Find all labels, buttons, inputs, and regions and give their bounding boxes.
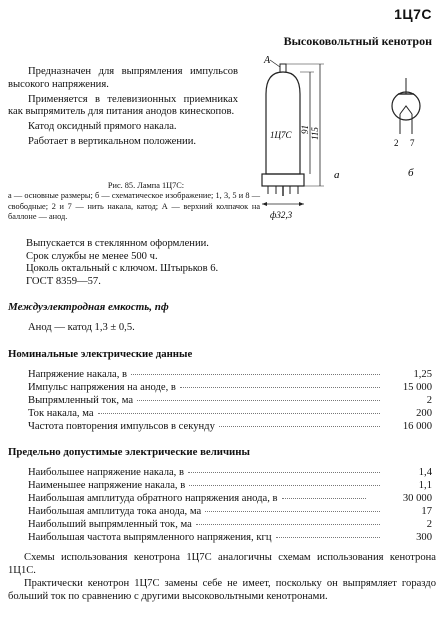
row-label: Наибольшее напряжение накала, в: [28, 467, 184, 478]
table-row: [28, 395, 432, 408]
spec-line: ГОСТ 8359—57.: [26, 275, 101, 287]
spec-line: Выпускается в стеклянном оформлении.: [26, 238, 209, 249]
tube-code: 1Ц7С: [394, 6, 432, 22]
row-value: 2: [426, 395, 432, 406]
table-row: [28, 493, 432, 506]
row-value: 2: [426, 519, 432, 530]
row-label: Наибольший выпрямленный ток, ма: [28, 519, 192, 530]
table-row: [28, 467, 432, 480]
row-value: 16 000: [402, 421, 432, 432]
table-row: [28, 408, 432, 421]
tube-bulb: [266, 72, 300, 174]
figure-label-b: б: [408, 167, 414, 179]
row-value: 1,4: [418, 467, 432, 478]
table-row: [28, 382, 432, 395]
limits-title: Предельно допустимые электрические величины: [8, 446, 250, 458]
anode-cap: [280, 64, 286, 72]
row-label: Ток накала, ма: [28, 408, 94, 419]
height-label-2: 115: [310, 127, 320, 140]
intro-paragraph: Предназначен для выпрямления импульсов высокого напряжения.: [8, 66, 238, 90]
dot-leader: [98, 413, 380, 414]
table-row: [28, 369, 432, 382]
row-label: Импульс напряжения на аноде, в: [28, 382, 176, 393]
row-label: Наименьшее напряжение накала, в: [28, 480, 186, 491]
intro-paragraph: Применяется в телевизионных приемниках как выпрямитель для питания анодов кинескопов.: [8, 93, 238, 118]
anode-cathode-capacitance: Анод — катод 1,3 ± 0,5.: [28, 322, 135, 333]
page-title: Высоковольтный кенотрон: [283, 34, 432, 48]
intro-paragraph: Катод оксидный прямого накала.: [28, 121, 177, 133]
table-row: [28, 532, 432, 545]
intro-text: [8, 66, 238, 151]
table-row: [28, 519, 432, 532]
dot-leader: [189, 485, 380, 486]
note-paragraph: Схемы использования кенотрона 1Ц7С аналогичны схемам использования кенотрона 1Ц1С.: [8, 552, 436, 576]
dot-leader: [180, 387, 380, 388]
row-label: Наибольшая амплитуда обратного напряжения анода, в: [28, 493, 278, 504]
height-label-1: 91: [300, 125, 310, 134]
table-row: [28, 421, 432, 434]
diameter-label: ф32,3: [270, 210, 293, 220]
caption-text: а — основные размеры; б — схематическое изображение; 1, 3, 5 и 8 — свободные; 2 и 7 — нить накала, катод; А — верхний колпачок на баллоне — анод.: [8, 191, 260, 222]
table-row: [28, 480, 432, 493]
tube-base: [262, 174, 304, 186]
row-value: 1,1: [418, 480, 432, 491]
dot-leader: [282, 498, 366, 499]
intro-paragraph: Работает в вертикальном положении.: [28, 135, 197, 147]
row-value: 30 000: [402, 493, 432, 504]
figure-caption: [8, 181, 260, 223]
row-value: 300: [416, 532, 432, 543]
dot-leader: [131, 374, 380, 375]
capacitance-title: Междуэлектродная емкость, пф: [8, 301, 169, 313]
anode-cap-label: А: [264, 55, 271, 66]
row-label: Наибольшая амплитуда тока анода, ма: [28, 506, 202, 517]
row-label: Наибольшая частота выпрямленного напряжения, кгц: [28, 532, 272, 543]
row-label: Частота повторения импульсов в секунду: [28, 421, 215, 432]
dot-leader: [188, 472, 380, 473]
usage-notes: [8, 552, 436, 604]
dot-leader: [137, 400, 380, 401]
row-label: Выпрямленный ток, ма: [28, 395, 134, 406]
pin-label-left: 2: [394, 138, 399, 148]
row-value: 200: [416, 408, 432, 419]
row-value: 1,25: [413, 369, 432, 380]
row-value: 17: [421, 506, 432, 517]
bulb-label: 1Ц7С: [270, 130, 292, 140]
spec-line: Цоколь октальный с ключом. Штырьков 6.: [26, 263, 219, 275]
dot-leader: [196, 524, 380, 525]
table-row: [28, 506, 432, 519]
pin-label-right: 7: [410, 138, 415, 148]
caption-heading: Рис. 85. Лампа 1Ц7С:: [107, 181, 185, 190]
note-paragraph: Практически кенотрон 1Ц7С замены себе не имеет, поскольку он выпрямляет гораздо больший ток по сравнению с другими высоковольтными кенотронами.: [8, 578, 436, 602]
spec-line: Срок службы не менее 500 ч.: [26, 250, 158, 262]
row-label: Напряжение накала, в: [28, 369, 128, 380]
nominal-data-title: Номинальные электрические данные: [8, 348, 193, 360]
dot-leader: [205, 511, 380, 512]
dot-leader: [219, 426, 380, 427]
dot-leader: [276, 537, 381, 538]
specs-list: [8, 238, 308, 288]
row-value: 15 000: [402, 382, 432, 393]
tube-figure: [248, 54, 438, 234]
figure-label-a: а: [334, 169, 340, 181]
